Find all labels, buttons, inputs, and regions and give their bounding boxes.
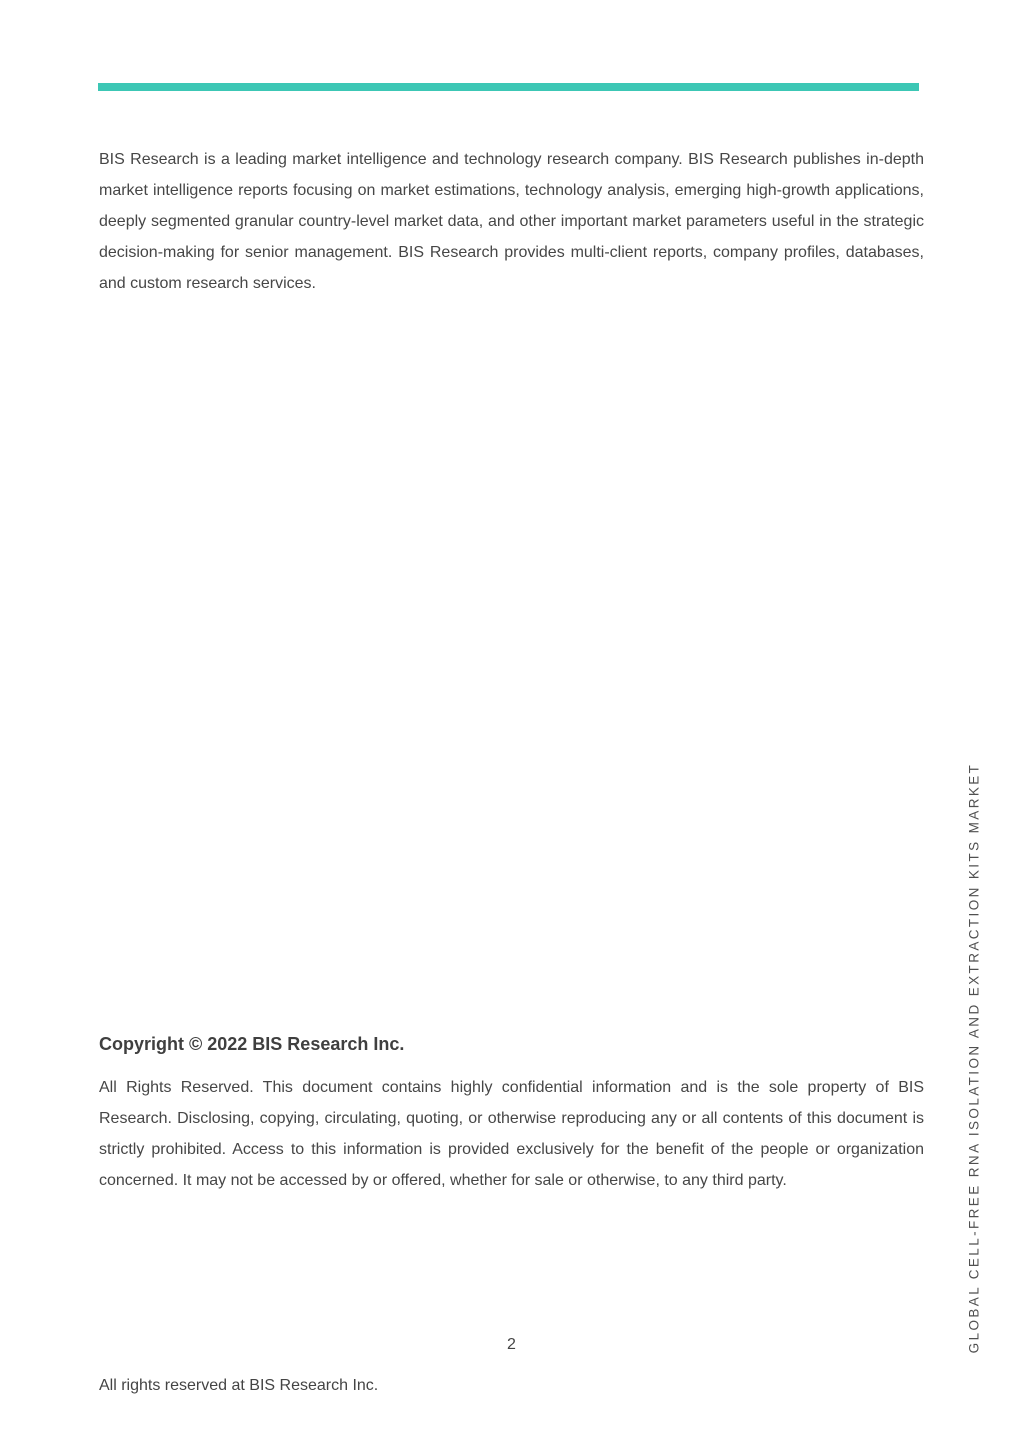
company-description: BIS Research is a leading market intelligence and technology research company. BIS Research publishes in-depth market intelligence reports focusing on market estimations, technology analysis, emerging high-growth applications, deeply segmented granular country-level market data, and other important market parameters useful in the strategic decision-making for senior management. BIS Research provides multi-client reports, company profiles, databases, and custom research services. xyxy=(99,151,924,292)
footer-rights-text: All rights reserved at BIS Research Inc. xyxy=(99,1377,379,1394)
copyright-notice: All Rights Reserved. This document contains highly confidential information and is the sole property of BIS Research. Disclosing, copying, circulating, quoting, or otherwise reproducing any or all contents of this document is strictly prohibited. Access to this information is provided exclusively for the benefit of the people or organization concerned. It may not be accessed by or offered, whether for sale or otherwise, to any third party. xyxy=(99,1079,924,1189)
copyright-heading: Copyright © 2022 BIS Research Inc. xyxy=(99,1034,405,1054)
report-side-title: GLOBAL CELL-FREE RNA ISOLATION AND EXTRACTION KITS MARKET xyxy=(966,762,982,1354)
page-number: 2 xyxy=(507,1336,516,1353)
header-accent-rule xyxy=(98,83,919,91)
